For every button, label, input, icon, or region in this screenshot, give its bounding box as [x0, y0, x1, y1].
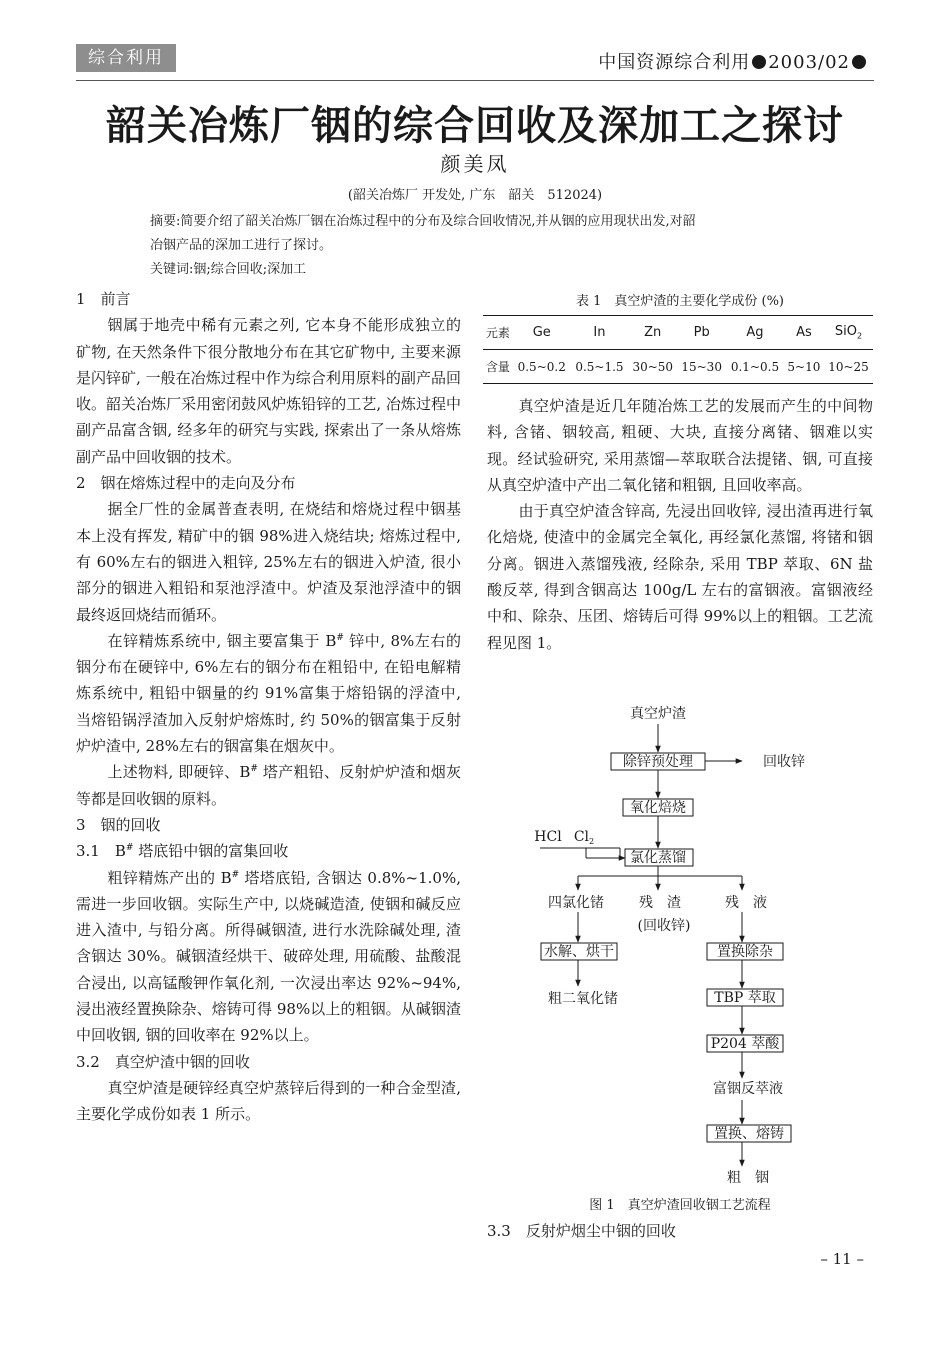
table-cell: Pb — [677, 316, 726, 350]
text-run: 塔底铅中铟的富集回收 — [133, 842, 289, 861]
table-cell: Zn — [628, 316, 677, 350]
table-cell: 0.1~0.5 — [726, 350, 784, 384]
left-column — [76, 286, 461, 1128]
table-cell: As — [784, 316, 824, 350]
paragraph: 真空炉渣是硬锌经真空炉蒸锌后得到的一种合金型渣, 主要化学成份如表 1 所示。 — [76, 1078, 461, 1124]
flow-node-label: 四氯化锗 — [548, 895, 604, 911]
table-cell: 0.5~0.2 — [513, 350, 571, 384]
flow-node-label: 置换、熔铸 — [714, 1126, 784, 1142]
flow-node-note: (回收锌) — [637, 918, 691, 934]
bullet-icon — [752, 55, 766, 69]
text-run: SiO — [834, 324, 857, 340]
table-cell — [824, 316, 873, 350]
affiliation: (韶关冶炼厂 开发处, 广东 韶关 512024) — [347, 188, 603, 203]
table-caption: 表 1 真空炉渣的主要化学成份 (%) — [575, 294, 785, 309]
superscript: # — [336, 632, 344, 643]
section-heading: 3 铟的回收 — [76, 815, 161, 834]
flow-node-label: 真空炉渣 — [630, 706, 686, 722]
paragraph — [76, 759, 461, 812]
page-number: – 11 – — [820, 1250, 864, 1268]
flow-node-label: 残 渣 — [639, 895, 681, 911]
text-run: Cl — [573, 829, 590, 845]
superscript: # — [231, 869, 240, 880]
journal-name: 中国资源综合利用 — [598, 52, 751, 73]
flow-node-label: 氯化蒸馏 — [630, 850, 686, 866]
flow-node-label: 置换除杂 — [717, 944, 773, 960]
flow-node-label: 回收锌 — [763, 754, 805, 770]
table-header-row — [483, 316, 873, 350]
flow-input-label: HCl — [534, 829, 562, 845]
superscript: # — [250, 764, 258, 775]
abstract — [150, 210, 800, 282]
paragraph: 据全厂性的金属普查表明, 在烧结和熔烧过程中铟基本上没有挥发, 精矿中的铟 98%进入烧结块; 熔炼过程中, 有 60%左右的铟进入粗锌, 25%左右的铟进入炉渣, 很小部分的铟进入粗铅和泵池浮渣中。炉渣及泵池浮渣中的铟最终返回烧结而循环。 — [76, 500, 461, 624]
header-rule — [76, 80, 874, 81]
paragraph: 真空炉渣是近几年随冶炼工艺的发展而产生的中间物料, 含锗、铟较高, 粗硬、大块, 直接分离锗、铟难以实现。经试验研究, 采用蒸馏—萃取联合法提锗、铟, 可直接从真空炉渣中产出二氧化锗和粗铟, 且回收率高。 — [487, 397, 873, 494]
table-cell: 含量 — [483, 350, 513, 384]
flow-node-label: 粗 铟 — [727, 1170, 769, 1186]
text-run: 粗锌精炼产出的 B — [107, 868, 232, 887]
journal-issue: 2003/02 — [768, 52, 850, 73]
figure-caption: 图 1 真空炉渣回收铟工艺流程 — [589, 1198, 771, 1213]
table-cell: In — [571, 316, 629, 350]
text-run: 锌中, 8%左右的铟分布在硬锌中, 6%左右的铟分布在粗铅中, 在铅电解精炼系统中, 粗铅中铟量的约 91%富集于熔铅锅的浮渣中, 当熔铅锅浮渣加入反射炉熔炼时, 约 50%的铟富集于反射炉炉渣中, 28%左右的铟富集在烟灰中。 — [76, 631, 461, 756]
superscript: # — [125, 843, 134, 854]
table-cell: Ge — [513, 316, 571, 350]
process-flowchart — [480, 700, 880, 1200]
keywords: 关键词:铟;综合回收;深加工 — [150, 262, 307, 277]
subsection-heading: 3.3 反射炉烟尘中铟的回收 — [487, 1222, 676, 1240]
text-run: 上述物料, 即硬锌、B — [107, 763, 251, 782]
abstract-line: 摘要:简要介绍了韶关冶炼厂铟在冶炼过程中的分布及综合回收情况,并从铟的应用现状出发,对韶 — [150, 214, 696, 229]
subsection-heading — [76, 838, 461, 864]
paper-title: 韶关冶炼厂铟的综合回收及深加工之探讨 — [106, 103, 844, 149]
author: 颜美凤 — [440, 152, 510, 176]
table-cell: 15~30 — [677, 350, 726, 384]
flow-input-label — [574, 829, 594, 846]
subsection-heading: 3.2 真空炉渣中铟的回收 — [76, 1052, 250, 1071]
journal-header — [598, 48, 868, 74]
flow-node-label: P204 萃酸 — [710, 1036, 780, 1052]
abstract-line: 冶铟产品的深加工进行了探讨。 — [150, 238, 333, 253]
paragraph — [76, 628, 461, 759]
table-cell: Ag — [726, 316, 784, 350]
table-cell: 元素 — [483, 316, 513, 350]
paragraph: 由于真空炉渣含锌高, 先浸出回收锌, 浸出渣再进行氧化焙烧, 使渣中的金属完全氧化, 再经氯化蒸馏, 将锗和铟分离。铟进入蒸馏残液, 经除杂, 采用 TBP 萃取、6N 盐酸反萃, 得到含铟高达 100g/L 左右的富铟液。富铟液经中和、除杂、压团、熔铸后可得 99%以上的粗铟。工艺流程见图 1。 — [487, 502, 873, 652]
section-tag: 综合利用 — [76, 44, 176, 72]
table-cell: 5~10 — [784, 350, 824, 384]
text-run: 3.1 B — [76, 842, 126, 861]
subscript: 2 — [857, 331, 863, 341]
flow-node-label: 残 液 — [725, 895, 767, 911]
table-cell: 0.5~1.5 — [571, 350, 629, 384]
section-heading: 2 铟在熔炼过程中的走向及分布 — [76, 474, 296, 493]
flow-node-label: 富铟反萃液 — [713, 1081, 783, 1097]
flow-node-label: 水解、烘干 — [544, 944, 614, 960]
right-column — [487, 393, 873, 656]
composition-table — [483, 315, 873, 384]
table-cell: 30~50 — [628, 350, 677, 384]
flow-node-label: 除锌预处理 — [623, 754, 693, 770]
text-run: 在锌精炼系统中, 铟主要富集于 B — [107, 631, 337, 650]
flow-node-label: 粗二氧化锗 — [548, 991, 618, 1007]
text-run: 塔产粗铅、反射炉炉渣和烟灰等都是回收铟的原料。 — [76, 763, 461, 808]
bullet-icon — [852, 55, 866, 69]
flow-node-label: 氧化焙烧 — [630, 800, 686, 816]
table-cell: 10~25 — [824, 350, 873, 384]
flow-node-label: TBP 萃取 — [714, 990, 776, 1006]
paragraph — [76, 865, 461, 1049]
subscript: 2 — [589, 837, 595, 846]
section-heading: 1 前言 — [76, 290, 131, 308]
text-run: 塔塔底铅, 含铟达 0.8%~1.0%, 需进一步回收铟。实际生产中, 以烧碱造渣, 使铟和碱反应进入渣中, 与铅分离。所得碱铟渣, 进行水洗除碱处理, 渣含铟达 30%。碱铟渣经烘干、破碎处理, 用硫酸、盐酸混合浸出, 以高锰酸钾作氧化剂, 一次浸出率达 92%~94%, 浸出液经置换除杂、熔铸可得 98%以上的粗铟。从碱铟渣中回收铟, 铟的回收率在 92%以上。 — [76, 868, 461, 1045]
paragraph: 铟属于地壳中稀有元素之列, 它本身不能形成独立的矿物, 在天然条件下很分散地分布在其它矿物中, 主要来源是闪锌矿, 一般在冶炼过程中作为综合利用原料的副产品回收。韶关冶炼厂采用密闭鼓风炉炼铅锌的工艺, 冶炼过程中副产品富含铟, 经多年的研究与实践, 探索出了一条从熔炼副产品中回收铟的技术。 — [76, 316, 461, 466]
table-row — [483, 350, 873, 384]
